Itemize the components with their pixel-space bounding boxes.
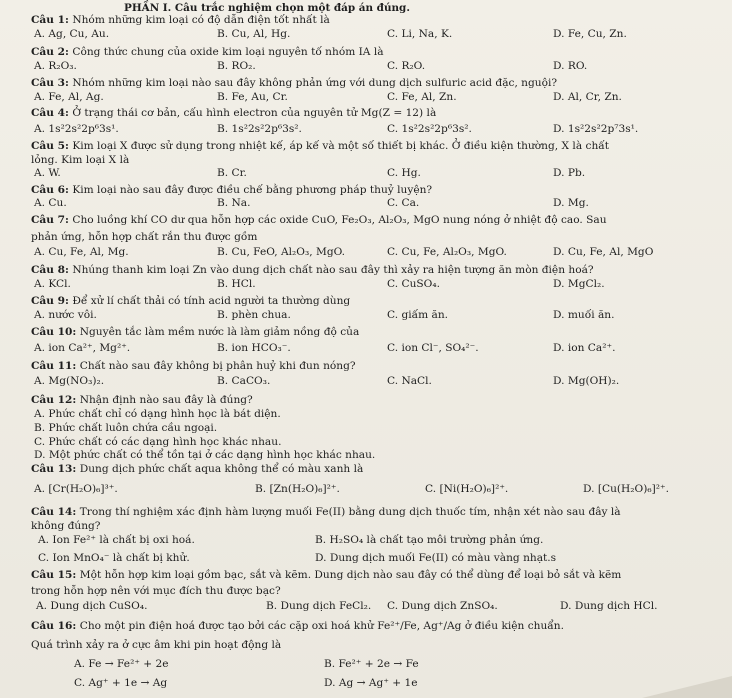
question-15 xyxy=(0,567,732,584)
question-9-options xyxy=(0,307,732,324)
option-a[interactable]: A. 1s²2s²2p⁶3s¹. xyxy=(34,123,119,135)
option-c[interactable]: C. NaCl. xyxy=(387,375,432,387)
option-b[interactable]: B. CaCO₃. xyxy=(217,375,271,387)
question-15-options xyxy=(0,598,732,615)
question-5-text-2: lỏng. Kim loại X là xyxy=(31,154,130,166)
option-b[interactable]: B. Phức chất luôn chứa cầu ngoại. xyxy=(34,422,218,434)
option-b[interactable]: B. H₂SO₄ là chất tạo môi trường phản ứng. xyxy=(315,534,544,546)
question-10-label: Câu 10: xyxy=(31,326,77,338)
option-b[interactable]: B. Cu, Al, Hg. xyxy=(217,28,291,40)
question-12-text: Nhận định nào sau đây là đúng? xyxy=(79,394,253,406)
option-b[interactable]: B. Fe, Au, Cr. xyxy=(217,91,288,103)
option-d[interactable]: D. Fe, Cu, Zn. xyxy=(553,28,627,40)
question-9-text: Để xử lí chất thải có tính acid người ta thường dùng xyxy=(72,295,351,307)
question-2-text: Công thức chung của oxide kim loại nguyên tố nhóm IA là xyxy=(72,46,384,58)
question-11-options xyxy=(0,373,732,390)
option-b[interactable]: B. ion HCO₃⁻. xyxy=(217,342,291,354)
question-5-options xyxy=(0,165,732,182)
option-a[interactable]: A. [Cr(H₂O)₆]³⁺. xyxy=(34,483,118,495)
question-15-text-2: trong hỗn hợp nên với mục đích thu được bạc? xyxy=(31,585,281,597)
question-16-options-row1 xyxy=(0,656,732,673)
option-a[interactable]: A. Cu, Fe, Al, Mg. xyxy=(34,246,129,258)
option-c[interactable]: C. Cu, Fe, Al₂O₃, MgO. xyxy=(387,246,507,258)
option-d[interactable]: D. Ag → Ag⁺ + 1e xyxy=(324,677,418,689)
option-c[interactable]: C. Ca. xyxy=(387,197,420,209)
option-b[interactable]: B. 1s²2s²2p⁶3s². xyxy=(217,123,302,135)
question-7-text: Cho luồng khí CO dư qua hỗn hợp các oxide CuO, Fe₂O₃, Al₂O₃, MgO nung nóng ở nhiệt độ cao. Sau xyxy=(72,214,607,226)
option-d[interactable]: D. muối ăn. xyxy=(553,309,615,321)
question-13-options xyxy=(0,481,732,498)
option-c[interactable]: C. Dung dịch ZnSO₄. xyxy=(387,600,498,612)
option-a[interactable]: A. KCl. xyxy=(34,278,71,290)
question-16 xyxy=(0,618,732,635)
question-4-stem xyxy=(31,105,436,122)
option-a[interactable]: A. R₂O₃. xyxy=(34,60,77,72)
question-12-label: Câu 12: xyxy=(31,394,77,406)
option-d[interactable]: D. Pb. xyxy=(553,167,586,179)
option-b[interactable]: B. [Zn(H₂O)₆]²⁺. xyxy=(255,483,340,495)
option-b[interactable]: B. Dung dịch FeCl₂. xyxy=(266,600,372,612)
question-7-text-2: phản ứng, hỗn hợp chất rắn thu được gồm xyxy=(31,231,258,243)
option-c[interactable]: C. Ion MnO₄⁻ là chất bị khử. xyxy=(38,552,190,564)
question-14-text-2: không đúng? xyxy=(31,520,101,532)
question-10-text: Nguyên tắc làm mềm nước là làm giảm nồng độ của xyxy=(79,326,360,338)
question-5-label: Câu 5: xyxy=(31,140,69,152)
option-c[interactable]: C. 1s²2s²2p⁶3s². xyxy=(387,123,472,135)
question-7-label: Câu 7: xyxy=(31,214,69,226)
question-14-options-row1 xyxy=(0,532,732,549)
option-d[interactable]: D. Mg(OH)₂. xyxy=(553,375,620,387)
question-16-label: Câu 16: xyxy=(31,620,77,632)
option-a[interactable]: A. Ag, Cu, Au. xyxy=(34,28,110,40)
question-14-text: Trong thí nghiệm xác định hàm lượng muối Fe(II) bằng dung dịch thuốc tím, nhận xét nào sau đây là xyxy=(79,506,621,518)
option-d[interactable]: D. MgCl₂. xyxy=(553,278,605,290)
question-9-label: Câu 9: xyxy=(31,295,69,307)
question-16-continued xyxy=(0,637,732,654)
question-1-text: Nhóm những kim loại có độ dẫn điện tốt nhất là xyxy=(72,14,330,26)
question-15-label: Câu 15: xyxy=(31,569,77,581)
option-d[interactable]: D. Cu, Fe, Al, MgO xyxy=(553,246,654,258)
question-3-label: Câu 3: xyxy=(31,77,69,89)
option-a[interactable]: A. Fe → Fe²⁺ + 2e xyxy=(74,658,169,670)
option-c[interactable]: C. ion Cl⁻, SO₄²⁻. xyxy=(387,342,479,354)
option-c[interactable]: C. giấm ăn. xyxy=(387,309,449,321)
question-6-text: Kim loại nào sau đây được điều chế bằng phương pháp thuỷ luyện? xyxy=(72,184,433,196)
option-a[interactable]: A. W. xyxy=(34,167,61,179)
question-16-options-row2 xyxy=(0,675,732,692)
question-3-text: Nhóm những kim loại nào sau đây không phản ứng với dung dịch sulfuric acid đặc, nguội? xyxy=(72,77,558,89)
question-13-stem xyxy=(31,461,363,478)
option-d[interactable]: D. 1s²2s²2p⁷3s¹. xyxy=(553,123,639,135)
option-d[interactable]: D. Al, Cr, Zn. xyxy=(553,91,622,103)
option-d[interactable]: D. Dung dịch muối Fe(II) có màu vàng nhạt.s xyxy=(315,552,557,564)
question-7-options xyxy=(0,244,732,261)
option-c[interactable]: C. [Ni(H₂O)₆]²⁺. xyxy=(425,483,509,495)
option-a[interactable]: A. Cu. xyxy=(34,197,67,209)
option-c[interactable]: C. CuSO₄. xyxy=(387,278,440,290)
option-a[interactable]: A. Fe, Al, Ag. xyxy=(34,91,104,103)
option-b[interactable]: B. HCl. xyxy=(217,278,256,290)
question-2-options xyxy=(0,58,732,75)
option-c[interactable]: C. Fe, Al, Zn. xyxy=(387,91,457,103)
question-6-options xyxy=(0,195,732,212)
question-14-options-row2 xyxy=(0,550,732,567)
question-10-options xyxy=(0,340,732,357)
option-a[interactable]: A. Mg(NO₃)₂. xyxy=(34,375,105,387)
question-8-label: Câu 8: xyxy=(31,264,69,276)
option-c[interactable]: C. Li, Na, K. xyxy=(387,28,453,40)
question-13-label: Câu 13: xyxy=(31,463,77,475)
option-d[interactable]: D. RO. xyxy=(553,60,588,72)
option-d[interactable]: D. ion Ca²⁺. xyxy=(553,342,616,354)
option-d[interactable]: D. Một phức chất có thể tồn tại ở các dạng hình học khác nhau. xyxy=(34,449,376,461)
question-3-options xyxy=(0,89,732,106)
question-16-text-2: Quá trình xảy ra ở cực âm khi pin hoạt động là xyxy=(31,639,282,651)
question-1-options xyxy=(0,26,732,43)
question-13-text: Dung dịch phức chất aqua không thể có màu xanh là xyxy=(79,463,364,475)
question-2-label: Câu 2: xyxy=(31,46,69,58)
option-a[interactable]: A. nước vôi. xyxy=(34,309,97,321)
question-4-label: Câu 4: xyxy=(31,107,69,119)
option-a[interactable]: A. Ion Fe²⁺ là chất bị oxi hoá. xyxy=(38,534,195,546)
question-8-options xyxy=(0,276,732,293)
question-4-options xyxy=(0,121,732,138)
option-b[interactable]: B. Cu, FeO, Al₂O₃, MgO. xyxy=(217,246,346,258)
question-16-stem xyxy=(31,618,564,635)
question-6-label: Câu 6: xyxy=(31,184,69,196)
question-14-label: Câu 14: xyxy=(31,506,77,518)
question-15-stem xyxy=(31,567,621,584)
question-10-stem xyxy=(31,324,359,341)
option-b[interactable]: B. Fe²⁺ + 2e → Fe xyxy=(324,658,419,670)
question-4 xyxy=(0,105,732,122)
question-10 xyxy=(0,324,732,341)
question-4-text: Ở trạng thái cơ bản, cấu hình electron của nguyên tử Mg(Z = 12) là xyxy=(72,107,437,119)
question-8-text: Nhúng thanh kim loại Zn vào dung dịch chất nào sau đây thì xảy ra hiện tượng ăn mòn điện hoá? xyxy=(72,264,594,276)
option-c[interactable]: C. Ag⁺ + 1e → Ag xyxy=(74,677,168,689)
question-15-text: Một hỗn hợp kim loại gồm bạc, sắt và kẽm. Dung dịch nào sau đây có thể dùng để loại bỏ sắt và kẽm xyxy=(79,569,622,581)
option-d[interactable]: D. Mg. xyxy=(553,197,589,209)
question-13 xyxy=(0,461,732,478)
option-a[interactable]: A. Phức chất chỉ có dạng hình học là bát diện. xyxy=(34,408,281,420)
question-7 xyxy=(0,212,732,229)
option-c[interactable]: C. R₂O. xyxy=(387,60,426,72)
option-d[interactable]: D. Dung dịch HCl. xyxy=(560,600,658,612)
option-c[interactable]: C. Hg. xyxy=(387,167,421,179)
option-c[interactable]: C. Phức chất có các dạng hình học khác nhau. xyxy=(34,436,282,448)
option-a[interactable]: A. ion Ca²⁺, Mg²⁺. xyxy=(34,342,131,354)
question-16-text: Cho một pin điện hoá được tạo bởi các cặp oxi hoá khử Fe²⁺/Fe, Ag⁺/Ag ở điều kiện chuẩn. xyxy=(79,620,564,632)
question-5-text: Kim loại X được sử dụng trong nhiệt kế, áp kế và một số thiết bị khác. Ở điều kiện thường, X là chất xyxy=(72,140,610,152)
question-1-label: Câu 1: xyxy=(31,14,69,26)
option-b[interactable]: B. RO₂. xyxy=(217,60,256,72)
option-b[interactable]: B. Na. xyxy=(217,197,251,209)
question-11-label: Câu 11: xyxy=(31,360,77,372)
question-7-stem xyxy=(31,212,607,229)
option-b[interactable]: B. phèn chua. xyxy=(217,309,291,321)
option-a[interactable]: A. Dung dịch CuSO₄. xyxy=(36,600,148,612)
page-fold-shadow xyxy=(642,676,732,698)
option-b[interactable]: B. Cr. xyxy=(217,167,247,179)
section-heading: PHẦN I. Câu trắc nghiệm chọn một đáp án đúng. xyxy=(124,2,410,14)
option-d[interactable]: D. [Cu(H₂O)₆]²⁺. xyxy=(583,483,669,495)
question-11-text: Chất nào sau đây không bị phân huỷ khi đun nóng? xyxy=(79,360,356,372)
